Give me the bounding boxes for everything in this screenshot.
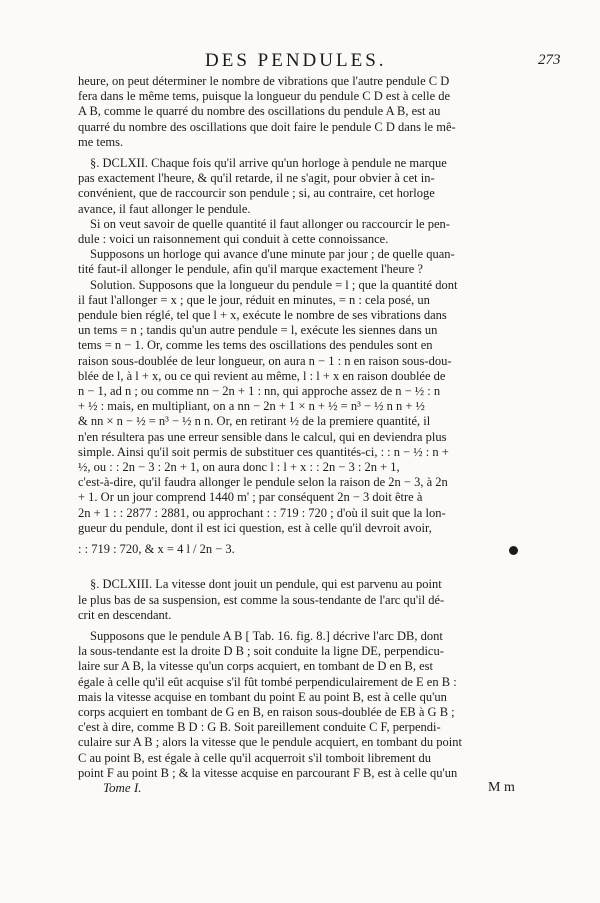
text-line: égale à celle qu'il eût acquise s'il fût tombé perpendiculairement de E en B :: [78, 674, 457, 689]
paragraph: [78, 629, 530, 781]
text-line: culaire sur A B ; alors la vitesse que le pendule acquiert, en tombant du point: [78, 735, 462, 750]
text-line: c'est à dire, comme B D : G B. Soit pareillement conduite C F, perpendi-: [78, 720, 441, 735]
text-line: ½, ou : : 2n − 3 : 2n + 1, on aura donc l : l + x : : 2n − 3 : 2n + 1,: [78, 460, 400, 475]
signature-mark: M m: [488, 780, 515, 795]
formula-line: [78, 542, 530, 557]
paragraph: [78, 247, 530, 277]
text-line: pas exactement l'heure, & qu'il retarde, il ne s'agit, pour obvier à cet in-: [78, 171, 435, 186]
text-line: n'en résultera pas une erreur sensible dans le calcul, qui en deviendra plus: [78, 429, 447, 444]
paragraph: [78, 74, 530, 150]
paragraph: [78, 577, 530, 623]
text-line: Solution. Supposons que la longueur du pendule = l ; que la quantité dont: [90, 277, 458, 292]
text-line: crit en descendant.: [78, 607, 172, 622]
text-line: quarré du nombre des oscillations que doit faire le pendule C D dans le mê-: [78, 119, 456, 134]
text-line: c'est-à-dire, qu'il faudra allonger le pendule selon la raison de 2n − 3, à 2n: [78, 475, 448, 490]
text-line: 2n + 1 : : 2877 : 2881, ou approchant : : 719 : 720 ; d'où il suit que la lon-: [78, 505, 446, 520]
text-line: point F au point B ; & la vitesse acquise en parcourant F B, est à celle qu'un: [78, 765, 458, 780]
page-footer: [0, 780, 600, 802]
text-line: fera dans le même tems, puisque la longueur du pendule C D est à celle de: [78, 89, 451, 104]
text-line: + 1. Or un jour comprend 1440 m' ; par conséquent 2n − 3 doit être à: [78, 490, 423, 505]
text-line: mais la vitesse acquise en tombant du point E au point B, est à celle qu'un: [78, 689, 447, 704]
paragraph: [78, 278, 530, 536]
text-line: il faut l'allonger = x ; que le jour, réduit en minutes, = n : cela posé, un: [78, 292, 430, 307]
text-line: A B, comme le quarré du nombre des oscillations du pendule A B, est au: [78, 104, 441, 119]
text-line: un tems = n ; tandis qu'un autre pendule = l, exécute les siennes dans un: [78, 323, 438, 338]
text-line: avance, il faut allonger le pendule.: [78, 201, 251, 216]
text-line: §. DCLXII. Chaque fois qu'il arrive qu'un horloge à pendule ne marque: [90, 156, 447, 171]
page-body: [78, 74, 530, 781]
text-line: gueur du pendule, dont il est ici question, est à celle qu'il devroit avoir,: [78, 520, 432, 535]
paragraph: [78, 156, 530, 217]
text-line: + ½ : mais, en multipliant, on a nn − 2n + 1 × n + ½ = n³ − ½ n n + ½: [78, 399, 425, 414]
text-line: §. DCLXIII. La vitesse dont jouit un pendule, qui est parvenu au point: [90, 577, 442, 592]
page-number: 273: [538, 52, 561, 68]
running-title: DES PENDULES.: [205, 50, 387, 71]
text-line: & nn × n − ½ = n³ − ½ n n. Or, en retirant ½ de la premiere quantité, il: [78, 414, 431, 429]
text-line: me tems.: [78, 134, 124, 149]
text-line: corps acquiert en tombant de G en B, en raison sous-doublée de EB à G B ;: [78, 704, 455, 719]
text-line: convénient, que de raccourcir son pendule ; si, au contraire, cet horloge: [78, 186, 435, 201]
text-line: tité faut-il allonger le pendule, afin qu'il marque exactement l'heure ?: [78, 262, 423, 277]
text-line: Supposons un horloge qui avance d'une minute par jour ; de quelle quan-: [90, 247, 455, 262]
text-line: laire sur A B, la vitesse qu'un corps acquiert, en tombant de D en B, est: [78, 659, 433, 674]
text-line: le plus bas de sa suspension, est comme la sous-tendante de l'arc qu'il dé-: [78, 592, 445, 607]
text-line: la sous-tendante est la droite D B ; soit conduite la ligne DE, perpendicu-: [78, 644, 444, 659]
text-line: blée de l, à l + x, ou ce qui revient au même, l : l + x en raison doublée de: [78, 368, 446, 383]
text-line: Si on veut savoir de quelle quantité il faut allonger ou raccourcir le pen-: [90, 216, 450, 231]
text-line: : : 719 : 720, & x = 4 l / 2n − 3.: [78, 542, 235, 557]
text-line: pendule bien réglé, tel que l + x, exécute le nombre de ses vibrations dans: [78, 308, 447, 323]
text-line: tems = n − 1. Or, comme les tems des oscillations des pendules sont en: [78, 338, 433, 353]
page-header: [0, 50, 600, 74]
text-line: heure, on peut déterminer le nombre de vibrations que l'autre pendule C D: [78, 74, 450, 88]
text-line: simple. Ainsi qu'il soit permis de substituer ces quantités-ci, : : n − ½ : n +: [78, 444, 449, 459]
text-line: C au point B, est égale à celle qu'il acquerroit s'il tomboit librement du: [78, 750, 432, 765]
text-line: n − 1, ad n ; ou comme nn − 2n + 1 : nn, qui approche assez de n − ½ : n: [78, 384, 441, 399]
text-line: dule : voici un raisonnement qui conduit à cette connoissance.: [78, 232, 389, 247]
text-line: raison sous-doublée de leur longueur, on aura n − 1 : n en raison sous-dou-: [78, 353, 452, 368]
ink-blot: [509, 546, 518, 555]
paragraph: [78, 217, 530, 247]
text-line: Supposons que le pendule A B [ Tab. 16. fig. 8.] décrive l'arc DB, dont: [90, 628, 443, 643]
volume-label: Tome I.: [103, 780, 142, 795]
